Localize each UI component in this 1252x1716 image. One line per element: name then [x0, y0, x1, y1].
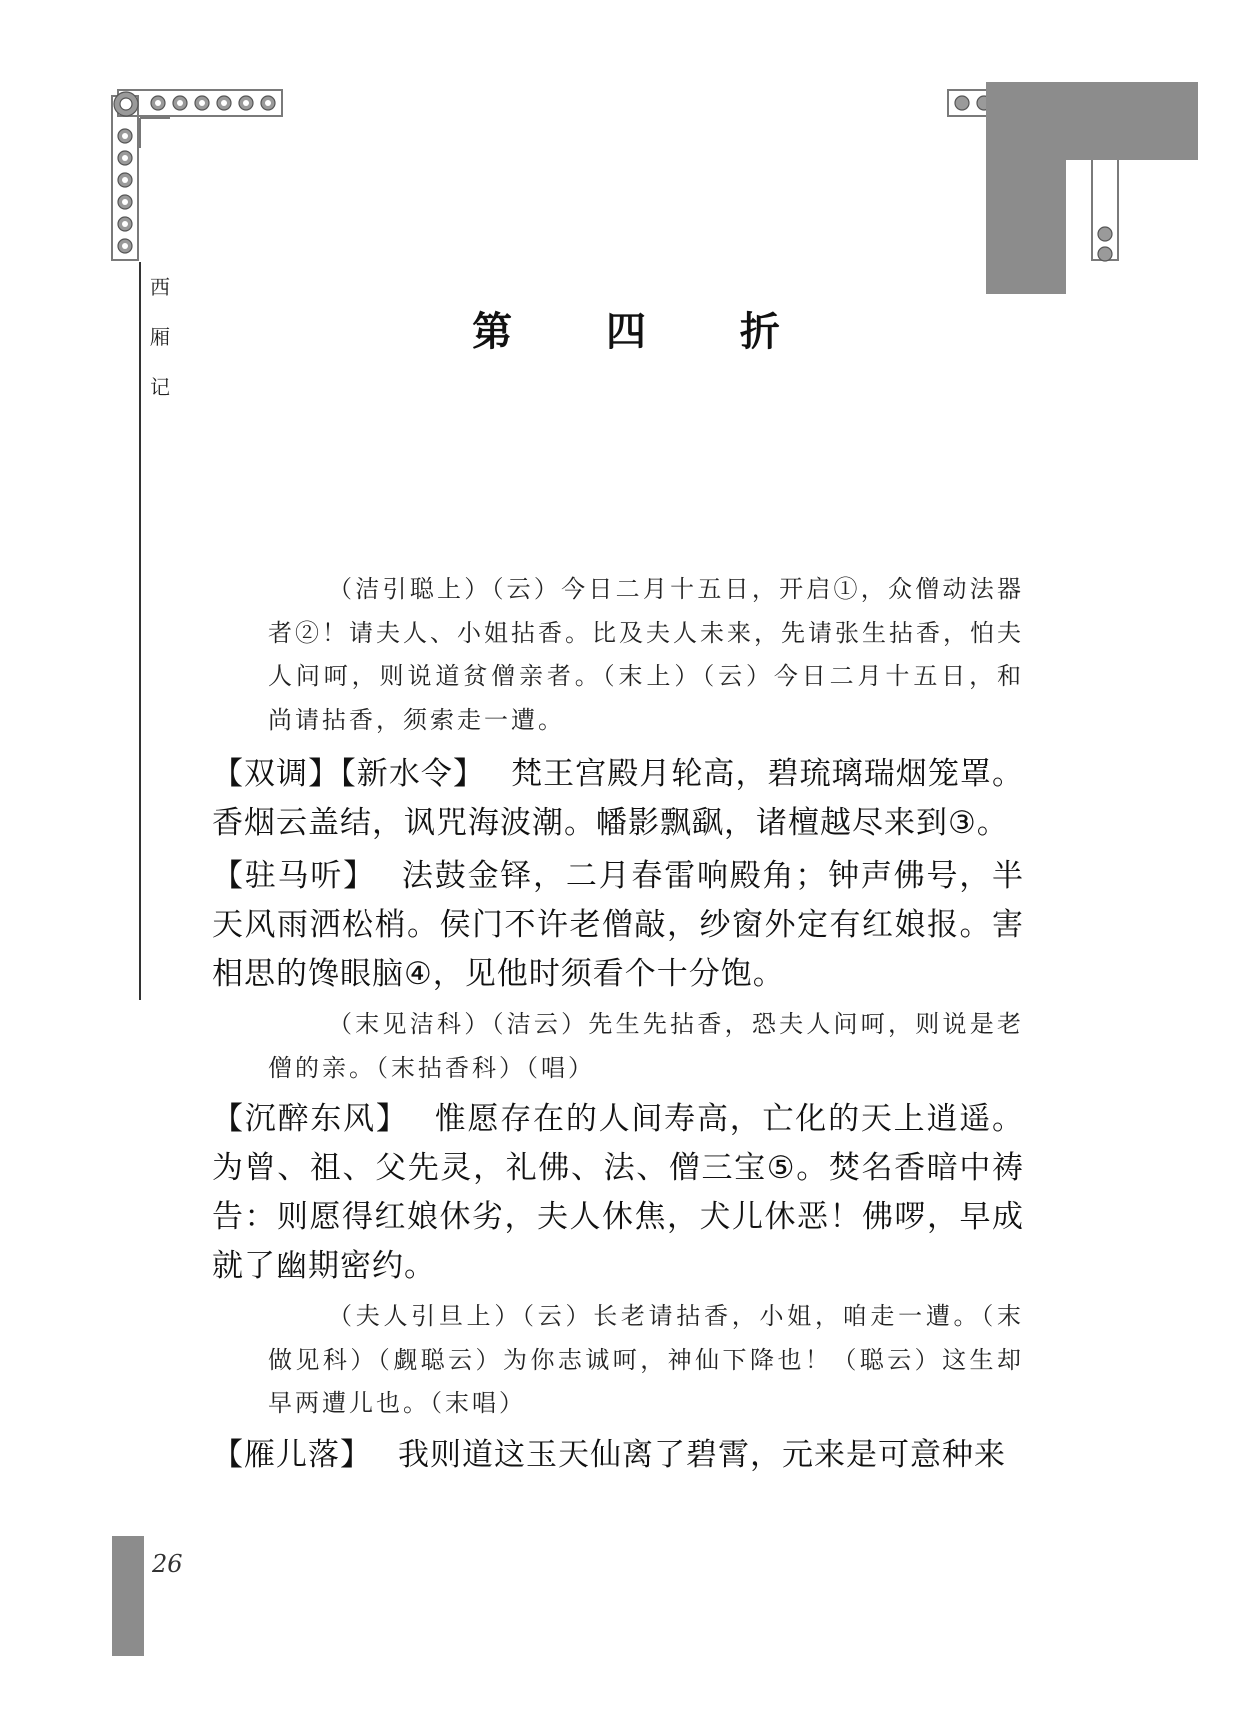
chapter-heading — [0, 300, 1252, 357]
tune-name: 【驻马听】 — [212, 858, 376, 894]
verse-text: 我则道这玉天仙离了碧霄，元来是可意种来 — [398, 1436, 1006, 1473]
left-margin-rule — [139, 262, 141, 1000]
ornament-corner-top-left — [106, 84, 284, 264]
verse — [212, 1431, 1024, 1480]
verse-text: 法鼓金铎，二月春雷响殿角；钟声佛号，半天风雨洒松梢。侯门不许老僧敲，纱窗外定有红娘报。害相思的馋眼脑④，见他时须看个十分饱。 — [212, 858, 1025, 992]
verse — [212, 852, 1024, 999]
bottom-left-gray-tab — [112, 1536, 144, 1656]
main-text — [212, 568, 1024, 1484]
tune-name: 【雁儿落】 — [212, 1436, 372, 1473]
stage-direction: （夫人引旦上）（云）长老请拈香，小姐，咱走一遭。（末做见科）（觑聪云）为你志诚呵，神仙下降也！（聪云）这生却早两遭儿也。（末唱） — [268, 1302, 1024, 1417]
book-title-char: 厢 — [150, 325, 170, 349]
verse — [212, 750, 1024, 848]
tune-name: 【沉醉东风】 — [212, 1101, 409, 1137]
top-right-gray-block-vertical — [986, 82, 1066, 294]
book-title-char: 西 — [150, 275, 170, 299]
verse-text: 梵王宫殿月轮高，碧琉璃瑞烟笼罩。香烟云盖结，讽咒海波潮。幡影飘飖，诸檀越尽来到③。 — [212, 756, 1024, 841]
page-number: 26 — [152, 1550, 183, 1578]
tune-name: 【双调】【新水令】 — [212, 756, 486, 792]
stage-direction: （末见洁科）（洁云）先生先拈香，恐夫人问呵，则说是老僧的亲。（末拈香科）（唱） — [268, 1010, 1024, 1082]
chapter-title: 第 四 折 — [472, 309, 820, 355]
book-title-char: 记 — [150, 375, 170, 399]
verse-text: 惟愿存在的人间寿高，亡化的天上逍遥。为曾、祖、父先灵，礼佛、法、僧三宝⑤。焚名香暗中祷告：则愿得红娘休劣，夫人休焦，犬儿休恶！佛啰，早成就了幽期密约。 — [212, 1101, 1025, 1284]
stage-direction: （洁引聪上）（云）今日二月十五日，开启①，众僧动法器者②！请夫人、小姐拈香。比及夫人未来，先请张生拈香，怕夫人问呵，则说道贫僧亲者。（末上）（云）今日二月十五日，和尚请拈香，须索走一遭。 — [268, 575, 1024, 734]
verse — [212, 1095, 1024, 1291]
